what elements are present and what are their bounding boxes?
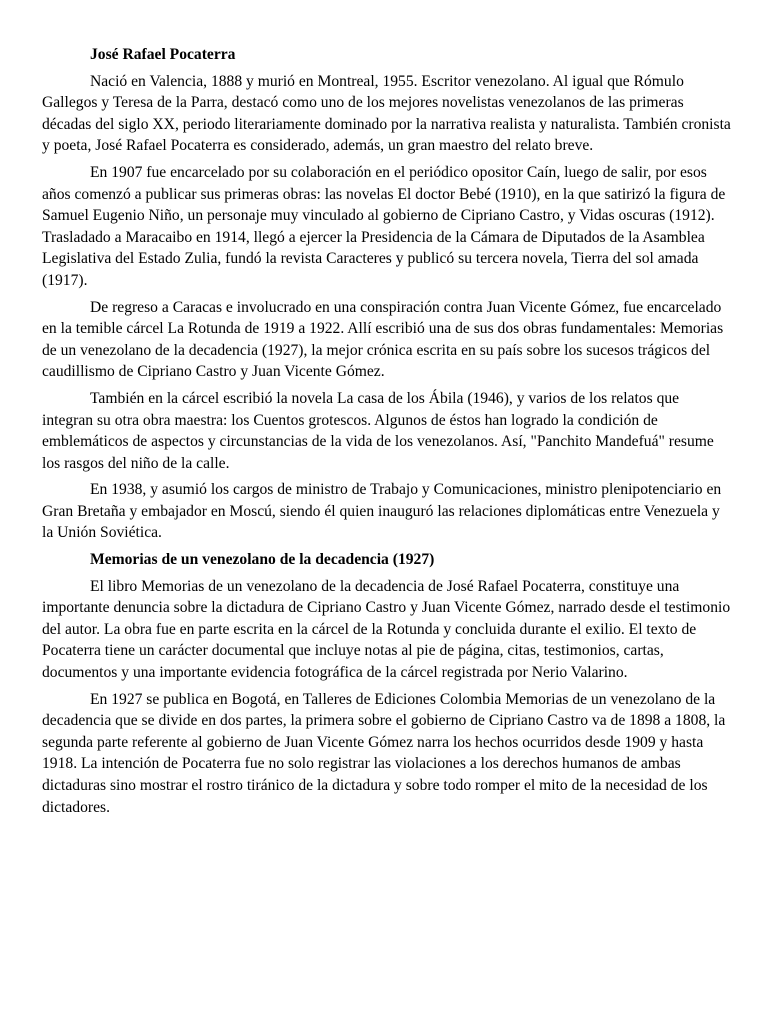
paragraph-libro: El libro Memorias de un venezolano de la decadencia de José Rafael Pocaterra, constituye una importante denuncia sobre la dictadura de Cipriano Castro y Juan Vicente Gómez, narrado desde el testimonio del autor. La obra fue en parte escrita en la cárcel de la Rotunda y concluida durante el exilio. El texto de Pocaterra tiene un carácter documental que incluye notas al pie de página, citas, testimonios, cartas, documentos y una importante evidencia fotográfica de la cárcel registrada por Nerio Valarino.	[42, 577, 731, 682]
paragraph-caracas: De regreso a Caracas e involucrado en una conspiración contra Juan Vicente Gómez, fue encarcelado en la temible cárcel La Rotunda de 1919 a 1922. Allí escribió una de sus dos obras fundamentales: Memorias de un venezolano de la decadencia (1927), la mejor crónica escrita en su país sobre los sucesos trágicos del caudillismo de Cipriano Castro y Juan Vicente Gómez.	[42, 298, 724, 381]
paragraph-biography: Nació en Valencia, 1888 y murió en Montreal, 1955. Escritor venezolano. Al igual que Rómulo Gallegos y Teresa de la Parra, destacó como uno de los mejores novelistas venezolanos de las primeras décadas del siglo XX, periodo literariamente dominado por la narrativa realista y naturalista. También cronista y poeta, José Rafael Pocaterra es considerado, además, un gran maestro del relato breve.	[42, 72, 731, 155]
section-heading-memorias: Memorias de un venezolano de la decadencia (1927)	[90, 551, 435, 569]
paragraph-1907: En 1907 fue encarcelado por su colaboración en el periódico opositor Caín, luego de salir, por esos años comenzó a publicar sus primeras obras: las novelas El doctor Bebé (1910), en la que satirizó la figura de Samuel Eugenio Niño, un personaje muy vinculado al gobierno de Cipriano Castro, y Vidas oscuras (1912). Trasladado a Maracaibo en 1914, llegó a ejercer la Presidencia de la Cámara de Diputados de la Asamblea Legislativa del Estado Zulia, fundó la revista Caracteres y publicó su tercera novela, Tierra del sol amada (1917).	[42, 163, 726, 289]
document-page	[42, 44, 732, 823]
paragraph-carcel: También en la cárcel escribió la novela La casa de los Ábila (1946), y varios de los relatos que integran su otra obra maestra: los Cuentos grotescos. Algunos de éstos han logrado la condición de emblemáticos de aspectos y circunstancias de la vida de los venezolanos. Así, "Panchito Mandefuá" resume los rasgos del niño de la calle.	[42, 389, 714, 472]
paragraph-1938: En 1938, y asumió los cargos de ministro de Trabajo y Comunicaciones, ministro plenipotenciario en Gran Bretaña y embajador en Moscú, siendo él quien inauguró las relaciones diplomáticas entre Venezuela y la Unión Soviética.	[42, 481, 722, 542]
document-title: José Rafael Pocaterra	[90, 46, 236, 63]
paragraph-1927: En 1927 se publica en Bogotá, en Talleres de Ediciones Colombia Memorias de un venezolano de la decadencia que se divide en dos partes, la primera sobre el gobierno de Cipriano Castro va de 1898 a 1808, la segunda parte referente al gobierno de Juan Vicente Gómez narra los hechos ocurridos desde 1909 y hasta 1918. La intención de Pocaterra fue no solo registrar las violaciones a los derechos humanos de ambas dictaduras sino mostrar el rostro tiránico de la dictadura y sobre todo romper el mito de la necesidad de los dictadores.	[42, 690, 726, 816]
